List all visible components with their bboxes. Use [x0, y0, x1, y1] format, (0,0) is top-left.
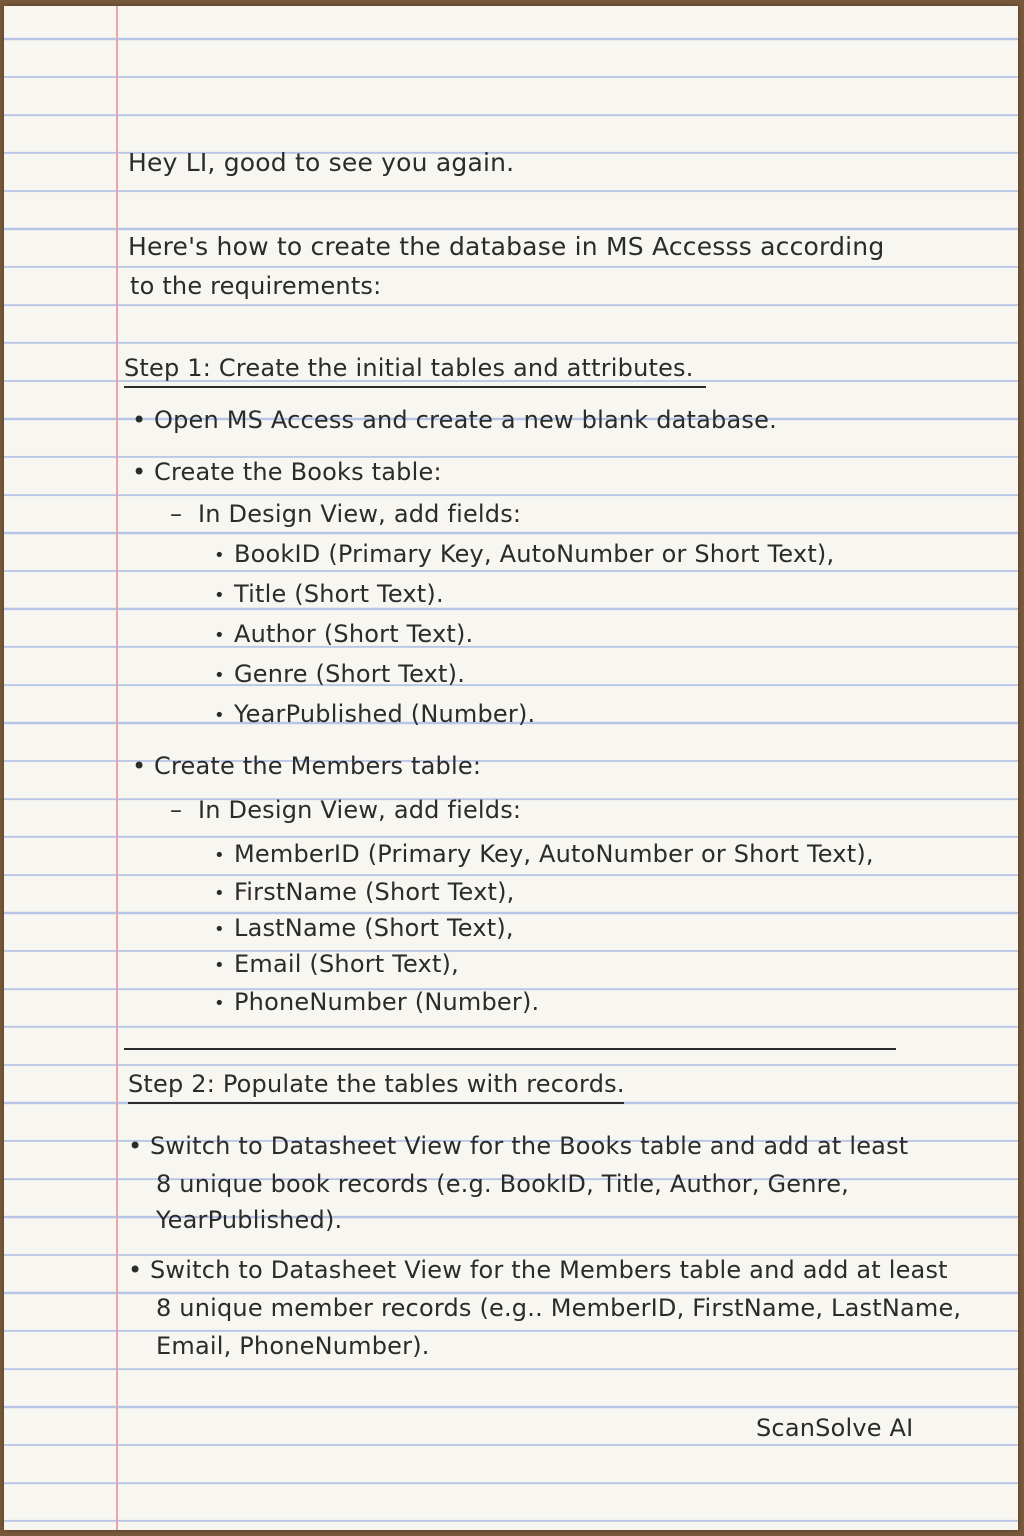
step2-bullet-2-line-2: 8 unique member records (e.g.. MemberID, FirstName, LastName,: [156, 1294, 962, 1322]
step2-bullet-1-line-2: 8 unique book records (e.g. BookID, Title, Author, Genre,: [156, 1170, 850, 1198]
signature: ScanSolve AI: [756, 1414, 914, 1442]
step2-bullet-2-line-1: • Switch to Datasheet View for the Members table and add at least: [128, 1256, 948, 1284]
members-field-item: • MemberID (Primary Key, AutoNumber or Short Text),: [214, 840, 874, 868]
members-field-item: • LastName (Short Text),: [214, 914, 514, 942]
books-design-view: – In Design View, add fields:: [170, 500, 521, 528]
step1-bullet-2: • Create the Books table:: [132, 458, 442, 486]
members-design-view: – In Design View, add fields:: [170, 796, 521, 824]
step1-bullet-3: • Create the Members table:: [132, 752, 481, 780]
step1-bullet-1: • Open MS Access and create a new blank database.: [132, 406, 777, 434]
margin-line: [116, 6, 118, 1530]
books-field-item: • Genre (Short Text).: [214, 660, 465, 688]
intro-line-2: to the requirements:: [130, 272, 382, 300]
members-field-item: • PhoneNumber (Number).: [214, 988, 539, 1016]
books-field-item: • Author (Short Text).: [214, 620, 473, 648]
notebook-page: [4, 6, 1018, 1530]
greeting: Hey LI, good to see you again.: [128, 148, 515, 177]
members-field-item: • FirstName (Short Text),: [214, 878, 514, 906]
members-field-item: • Email (Short Text),: [214, 950, 459, 978]
step2-bullet-1-line-1: • Switch to Datasheet View for the Books table and add at least: [128, 1132, 908, 1160]
step1-heading: Step 1: Create the initial tables and attributes.: [124, 354, 706, 388]
section-divider: [124, 1048, 896, 1050]
step2-bullet-2-line-3: Email, PhoneNumber).: [156, 1332, 430, 1360]
step2-bullet-1-line-3: YearPublished).: [156, 1206, 343, 1234]
step2-heading: Step 2: Populate the tables with records.: [128, 1070, 624, 1104]
books-field-item: • BookID (Primary Key, AutoNumber or Short Text),: [214, 540, 834, 568]
books-field-item: • Title (Short Text).: [214, 580, 444, 608]
intro-line-1: Here's how to create the database in MS Accesss according: [128, 232, 885, 261]
books-field-item: • YearPublished (Number).: [214, 700, 535, 728]
